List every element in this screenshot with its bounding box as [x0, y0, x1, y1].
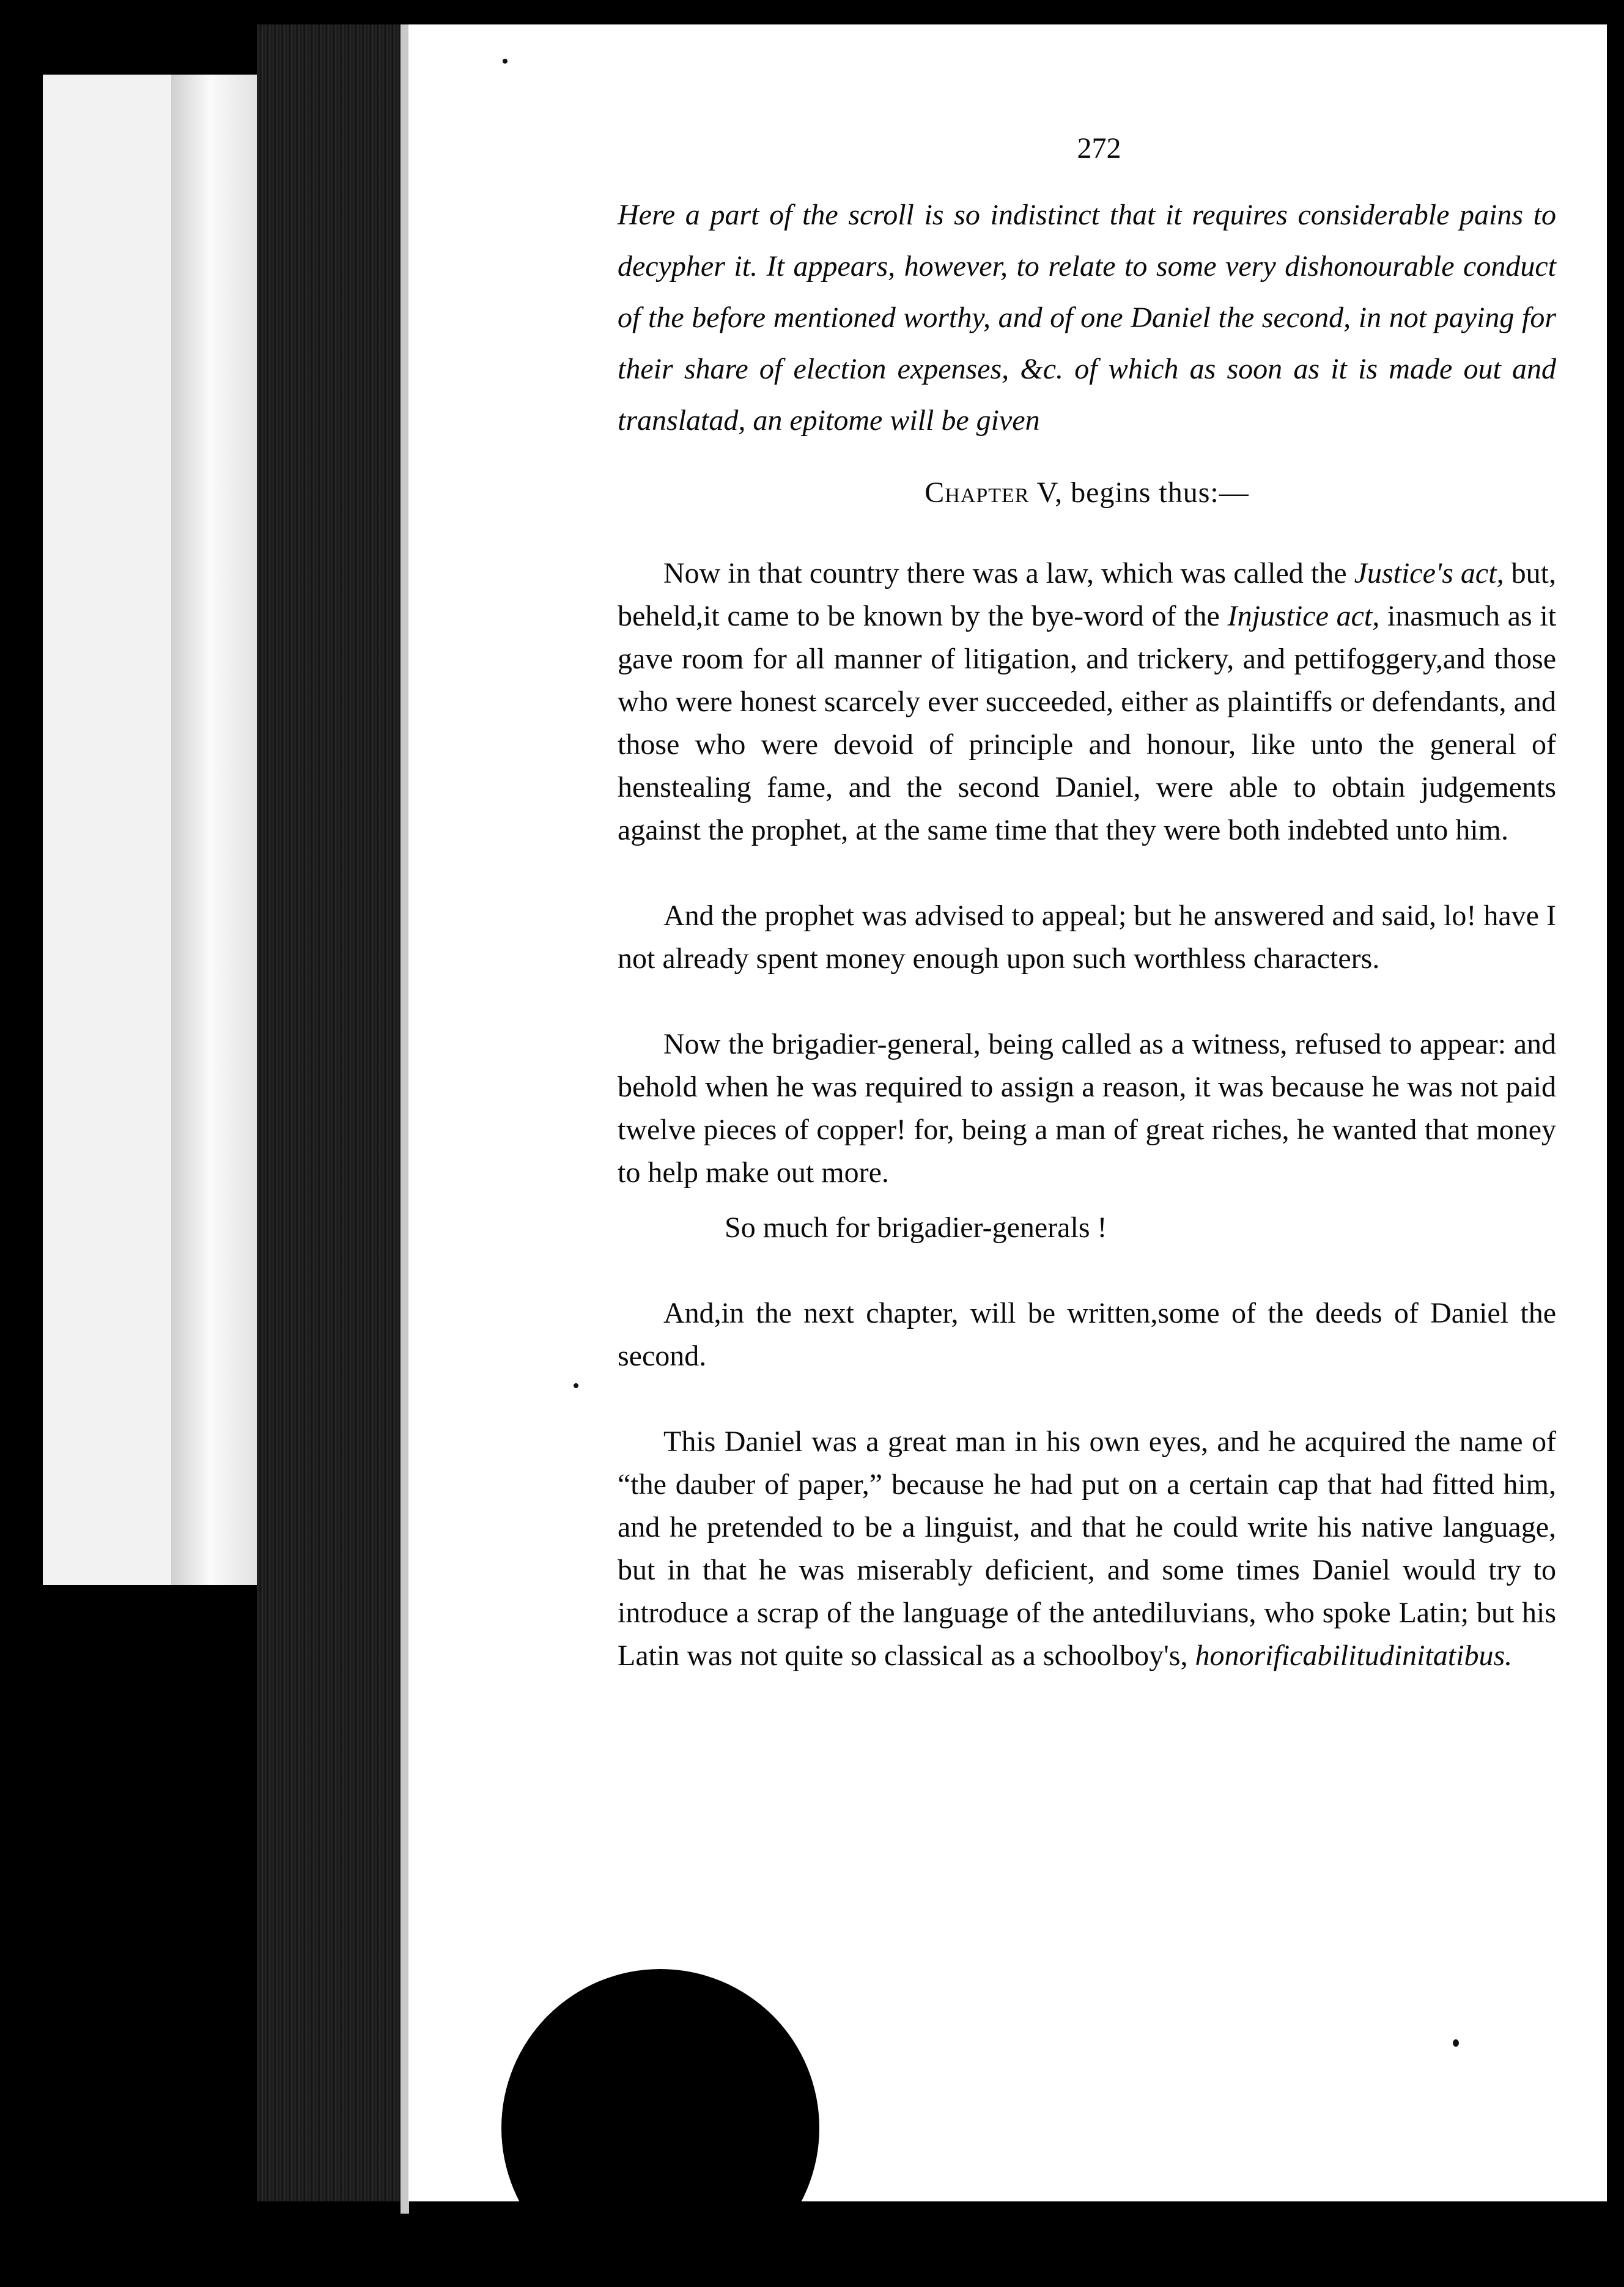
scroll-note: Here a part of the scroll is so indistinct that it requires considerable pains to decypher it. It appears, however, to relate to some very dishonourable conduct of the before mentioned worthy, and of one Daniel the second, in not paying for their share of election expenses, &c. of which as soon as it is made out and translatad, an epitome will be given [618, 199, 1556, 437]
paragraph-text: Now in that country there was a law, which was called the [663, 557, 1347, 589]
paragraph-text: This Daniel was a great man in his own eyes, and he acquired the name of “the dauber of paper,” because he had put on a certain cap that had fitted him, and he pretended to be a linguist, and that he could write his native language, but in that he was miserably deficient, and some times Daniel would try to introduce a scrap of the language of the antediluvians, who spoke Latin; but his Latin was not quite so classical as a schoolboy's, [618, 1425, 1556, 1672]
page-text [618, 131, 1556, 1720]
italic-term: Justice's act, [1354, 557, 1504, 589]
chapter-heading [618, 476, 1556, 509]
paragraph-brigadier: Now the brigadier-general, being called as a witness, refused to appear: and behold when he was required to assign a reason, it was because he was not paid twelve pieces of copper! for, being a man of great riches, he wanted that money to help make out more. [618, 1028, 1556, 1189]
chapter-label: Chapter [925, 476, 1030, 509]
chapter-heading-rest: begins thus:— [1071, 476, 1249, 509]
dust-speck [1453, 2039, 1459, 2047]
paragraph-daniel [618, 1421, 1556, 1677]
paragraph-text: but, beheld,it came to be known by the bye-word of the [618, 557, 1557, 632]
thumb-shadow [501, 1969, 819, 2287]
gutter-lip [400, 24, 409, 2214]
italic-term: Injustice act, [1227, 600, 1380, 632]
paragraph-brigadier-tail: So much for brigadier-generals ! [725, 1211, 1107, 1244]
paragraph-text: inasmuch as it gave room for all manner of litigation, and trickery, and pettifoggery,and those who were honest scarcely ever succeeded, either as plaintiffs or defendants, and those who were devoid of principle and honour, like unto the general of henstealing fame, and the second Daniel, were able to obtain judgements against the prophet, at the same time that they were both indebted unto him. [618, 600, 1557, 846]
chapter-numeral: V, [1036, 476, 1063, 509]
latin-word: honorificabilitudinitatibus. [1195, 1639, 1513, 1672]
page-number: 272 [1077, 132, 1121, 164]
page-edges-shadow [171, 75, 269, 1585]
dust-speck [503, 59, 508, 64]
paragraph-justice-act [618, 552, 1556, 852]
dust-speck [574, 1383, 578, 1388]
paragraph-appeal: And the prophet was advised to appeal; but he answered and said, lo! have I not already spent money enough upon such worthless characters. [618, 900, 1556, 975]
paragraph-next-chapter: And,in the next chapter, will be written,some of the deeds of Daniel the second. [618, 1297, 1556, 1372]
book-gutter [257, 24, 416, 2201]
